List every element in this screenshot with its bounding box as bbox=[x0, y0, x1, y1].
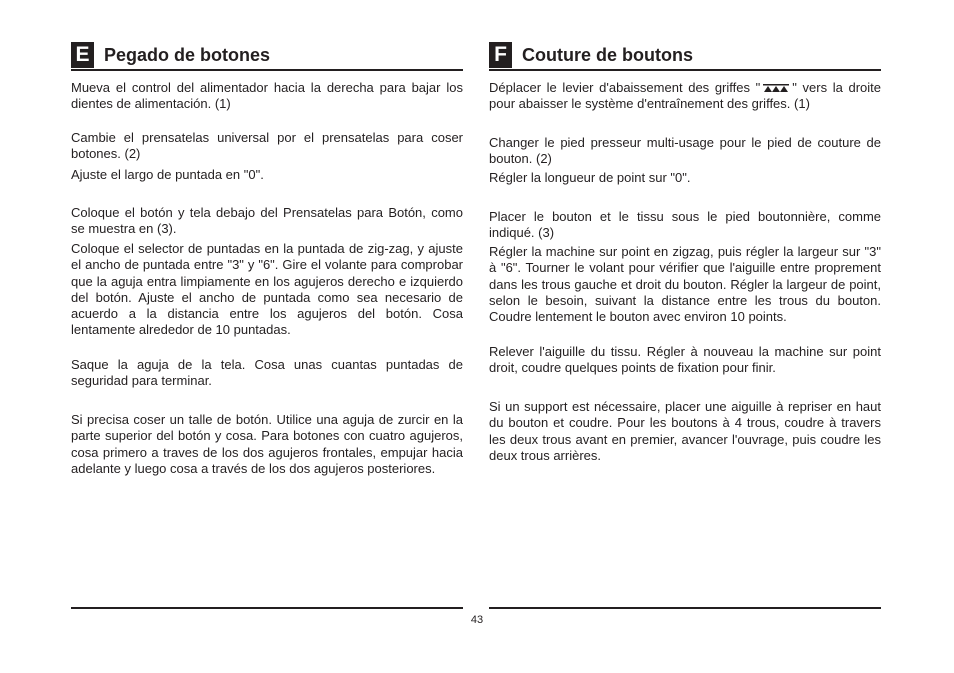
section-f-paragraph-5: Régler la machine sur point en zigzag, puis régler la largeur sur "3" à "6". Tourner le volant pour vérifier que l'aiguille entre proprement dans les trous gauche et droit du bouton. Régler la largeur de point, selon le besoin, suivant la distance entre les trous du bouton. Coudre lentement le bouton avec environ 10 points. bbox=[489, 244, 881, 325]
section-f-paragraph-1-end: " vers la droite pour abaisser le système d'entraînement des griffes. (1) bbox=[489, 80, 881, 112]
section-f-paragraph-6: Relever l'aiguille du tissu. Régler à nouveau la machine sur point droit, coudre quelques points de fixation pour finir. bbox=[489, 344, 881, 376]
section-f-paragraph-1-start: Déplacer le levier d'abaissement des griffes " bbox=[489, 80, 761, 95]
footer-rule-left bbox=[71, 607, 463, 609]
section-e-header bbox=[71, 42, 463, 71]
section-e-paragraph-3: Ajuste el largo de puntada en "0". bbox=[71, 167, 264, 182]
section-f-title: Couture de boutons bbox=[522, 45, 693, 65]
section-e-paragraph-2: Cambie el prensatelas universal por el prensatelas para coser botones. (2) bbox=[71, 130, 463, 162]
section-f-paragraph-7: Si un support est nécessaire, placer une aiguille à repriser en haut du bouton et coudre. Pour les boutons à 4 trous, coudre à travers les deux trous avant en premier, avancer l'ouvrage, puis coudre les deux trous arrières. bbox=[489, 399, 881, 463]
section-e-paragraph-6: Saque la aguja de la tela. Cosa unas cuantas puntadas de seguridad para terminar. bbox=[71, 357, 463, 389]
section-e-paragraph-4: Coloque el botón y tela debajo del Prensatelas para Botón, como se muestra en (3). bbox=[71, 205, 463, 237]
section-e-letter-badge: E bbox=[71, 42, 94, 68]
section-e-paragraph-5: Coloque el selector de puntadas en la puntada de zig-zag, y ajuste el ancho de puntada entre "3" y "6". Gire el volante para comprobar que la aguja entra limpiamente en los agujeros derecho e izquierdo del botón. Ajuste el ancho de puntada como sea necesario de acuerdo a la distancia entre los agujeros del botón. Cosa lentamente alrededor de 10 puntadas. bbox=[71, 241, 463, 338]
section-e-paragraph-1: Mueva el control del alimentador hacia la derecha para bajar los dientes de alimentación. (1) bbox=[71, 80, 463, 112]
section-f-paragraph-1 bbox=[489, 80, 881, 113]
section-f bbox=[489, 42, 881, 463]
page-number: 43 bbox=[470, 614, 484, 626]
section-f-letter-badge: F bbox=[489, 42, 512, 68]
section-e-title: Pegado de botones bbox=[104, 45, 271, 65]
footer-rule-right bbox=[489, 607, 881, 609]
section-f-paragraph-4: Placer le bouton et le tissu sous le pied boutonnière, comme indiqué. (3) bbox=[489, 209, 881, 241]
feed-dog-lowered-icon bbox=[763, 81, 789, 91]
section-e bbox=[71, 42, 463, 476]
section-e-paragraph-7: Si precisa coser un talle de botón. Utilice una aguja de zurcir en la parte superior del botón y cosa. Para botones con cuatro agujeros, cosa primero a traves de los dos agujeros frontales, empujar hacia adelante y luego cosa a través de los dos agujeros posteriores. bbox=[71, 412, 463, 476]
section-f-paragraph-2: Changer le pied presseur multi-usage pour le pied de couture de bouton. (2) bbox=[489, 135, 881, 167]
section-f-header bbox=[489, 42, 881, 71]
section-f-paragraph-3: Régler la longueur de point sur "0". bbox=[489, 170, 691, 185]
